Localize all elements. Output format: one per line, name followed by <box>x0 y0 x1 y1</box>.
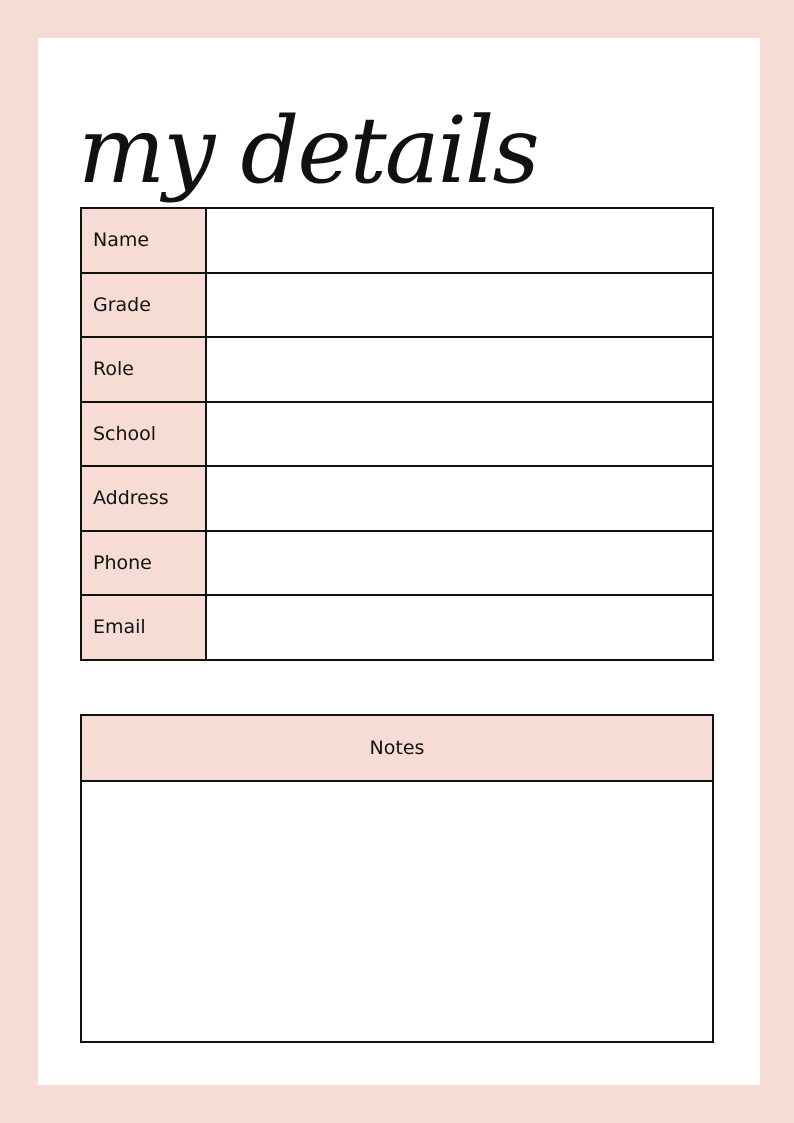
table-row <box>81 402 713 467</box>
notes-box <box>80 714 714 1043</box>
phone-field[interactable] <box>206 531 713 596</box>
notes-field[interactable] <box>82 782 712 1041</box>
table-row <box>81 273 713 338</box>
notes-header: Notes <box>82 716 712 782</box>
table-row <box>81 337 713 402</box>
table-row <box>81 595 713 660</box>
field-label: Name <box>81 208 206 273</box>
field-label: Role <box>81 337 206 402</box>
title-text: my details <box>78 97 538 204</box>
title-script-svg <box>78 90 538 210</box>
planner-page <box>38 38 760 1085</box>
field-label: School <box>81 402 206 467</box>
address-field[interactable] <box>206 466 713 531</box>
details-table <box>80 207 714 661</box>
field-label: Address <box>81 466 206 531</box>
field-label: Grade <box>81 273 206 338</box>
name-field[interactable] <box>206 208 713 273</box>
page-title <box>78 90 538 210</box>
field-label: Phone <box>81 531 206 596</box>
email-field[interactable] <box>206 595 713 660</box>
grade-field[interactable] <box>206 273 713 338</box>
field-label: Email <box>81 595 206 660</box>
school-field[interactable] <box>206 402 713 467</box>
table-row <box>81 531 713 596</box>
table-row <box>81 466 713 531</box>
role-field[interactable] <box>206 337 713 402</box>
table-row <box>81 208 713 273</box>
